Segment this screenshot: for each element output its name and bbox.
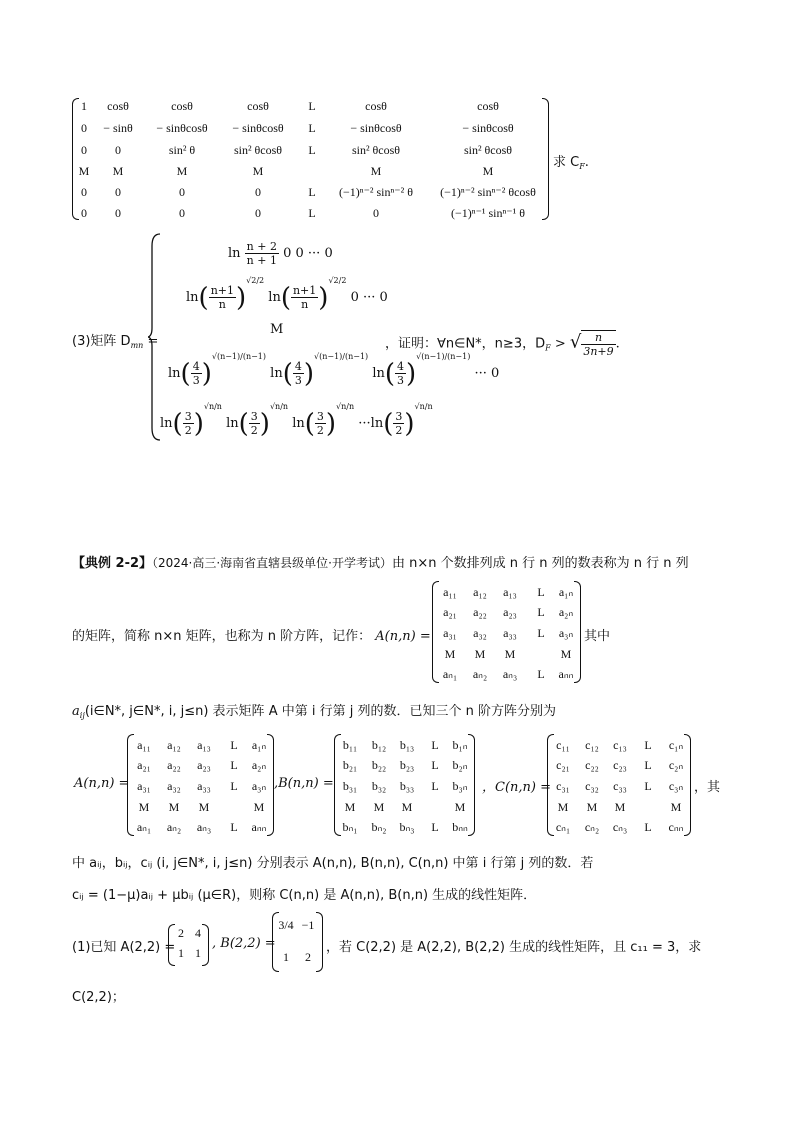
m1-cell-1-5: L <box>308 99 316 113</box>
m1-cell-3-3: sin² θ <box>168 143 196 157</box>
m1-cell-2-6: − sinθcosθ <box>350 121 402 135</box>
mB-cell-5-5: bₙₙ <box>452 820 468 834</box>
mB-cell-5-2: bₙ₂ <box>371 820 387 834</box>
m1-cell-1-6: cosθ <box>365 99 387 113</box>
mC-cell-3-1: c₃₁ <box>556 779 570 793</box>
matrixA-def-left-bracket <box>432 581 439 683</box>
mB-cell-2-1: b₂₁ <box>342 758 358 772</box>
m1-cell-5-5: L <box>308 185 316 199</box>
m1-cell-2-1: 0 <box>81 121 87 135</box>
matrix1-left-bracket <box>72 98 79 220</box>
mB-cell-4-2: M <box>373 800 385 814</box>
mC-cell-5-3: cₙ₃ <box>612 820 628 834</box>
example-header: 【典例 2-2】（2024·高三·海南省直辖县级单位·开学考试）由 n×n 个数排列成 n 行 n 列的数表称为 n 行 n 列 <box>72 556 689 571</box>
mA-cell-4-1: M <box>138 800 150 814</box>
m1-cell-6-7: (−1)ⁿ⁻¹ sinⁿ⁻¹ θ <box>451 206 525 220</box>
mA-cell-1-4: L <box>230 738 238 752</box>
m1-cell-4-7: M <box>482 164 494 178</box>
example-line5: 中 aᵢⱼ，bᵢⱼ，cᵢⱼ (i, j∈N*, i, j≤n) 分别表示 A(n,n), B(n,n), C(n,n) 中第 i 行第 j 列的数．若 <box>72 856 594 871</box>
mAdef-cell-2-1: a₂₁ <box>443 605 457 619</box>
C-label: ，C(n,n) = <box>482 780 551 795</box>
m1-cell-5-1: 0 <box>81 185 87 199</box>
mB-cell-5-3: bₙ₃ <box>399 820 415 834</box>
mA-cell-2-4: L <box>230 758 238 772</box>
m1-cell-4-3: M <box>176 164 188 178</box>
mC-cell-2-2: c₂₂ <box>585 758 599 772</box>
mC-cell-1-4: L <box>644 738 652 752</box>
m1-cell-1-2: cosθ <box>107 99 129 113</box>
mC-cell-5-5: cₙₙ <box>668 820 684 834</box>
m1-cell-1-4: cosθ <box>247 99 269 113</box>
m1-cell-4-4: M <box>252 164 264 178</box>
q1B-cell-1-1: 3/4 <box>278 918 294 932</box>
mC-cell-4-1: M <box>557 800 569 814</box>
mB-cell-3-1: b₃₁ <box>342 779 358 793</box>
q1B-cell-2-2: 2 <box>305 950 311 964</box>
matrixA-left-bracket <box>127 734 134 836</box>
mB-cell-1-4: L <box>431 738 439 752</box>
mAdef-cell-1-5: a₁ₙ <box>558 585 574 599</box>
B-label: ,B(n,n) = <box>274 776 334 791</box>
mB-cell-2-2: b₂₂ <box>371 758 387 772</box>
example-tail-qi: ，其 <box>694 780 721 795</box>
mB-cell-4-1: M <box>344 800 356 814</box>
m1-cell-2-3: − sinθcosθ <box>156 121 208 135</box>
mB-cell-4-5: M <box>454 800 466 814</box>
q1A-cell-2-1: 1 <box>178 946 184 960</box>
mAdef-cell-5-5: aₙₙ <box>558 667 574 681</box>
mAdef-cell-3-4: L <box>537 626 545 640</box>
mAdef-cell-3-2: a₃₂ <box>473 626 487 640</box>
matrixA-def-right-bracket <box>574 581 581 683</box>
m1-cell-3-4: sin² θcosθ <box>233 143 283 157</box>
mC-cell-4-3: M <box>614 800 626 814</box>
m1-cell-5-4: 0 <box>255 185 261 199</box>
A-label: A(n,n) = <box>74 776 130 791</box>
mC-cell-3-5: c₃ₙ <box>668 779 684 793</box>
mA-cell-2-3: a₂₃ <box>197 758 211 772</box>
q1B-right-bracket <box>316 912 323 972</box>
m1-cell-1-3: cosθ <box>171 99 193 113</box>
mB-cell-3-3: b₃₃ <box>399 779 415 793</box>
q1-d: C(2,2)； <box>72 990 125 1005</box>
mAdef-cell-5-2: aₙ₂ <box>472 667 488 681</box>
example-line2-tail: 其中 <box>584 629 611 644</box>
mC-cell-3-3: c₃₃ <box>613 779 627 793</box>
mAdef-cell-1-4: L <box>537 585 545 599</box>
m1-cell-3-6: sin² θcosθ <box>351 143 401 157</box>
mB-cell-2-4: L <box>431 758 439 772</box>
mA-cell-1-3: a₁₃ <box>197 738 211 752</box>
part3-label: (3)矩阵 $D_{mn}$ = <box>72 334 159 350</box>
mA-cell-1-2: a₁₂ <box>167 738 181 752</box>
mC-cell-2-1: c₂₁ <box>556 758 570 772</box>
m1-cell-2-7: − sinθcosθ <box>462 121 514 135</box>
mAdef-cell-4-2: M <box>474 647 486 661</box>
part3-row-3: M <box>270 322 284 337</box>
m1-cell-3-5: L <box>308 143 316 157</box>
m1-cell-6-1: 0 <box>81 206 87 220</box>
m1-cell-2-5: L <box>308 121 316 135</box>
mC-cell-1-2: c₁₂ <box>585 738 599 752</box>
example-line6: cᵢⱼ = (1−μ)aᵢⱼ + μbᵢⱼ (μ∈R)，则称 C(n,n) 是 A(n,n), B(n,n) 生成的线性矩阵． <box>72 888 537 903</box>
mAdef-cell-4-3: M <box>504 647 516 661</box>
mA-cell-3-5: a₃ₙ <box>251 779 267 793</box>
m1-cell-4-1: M <box>78 164 90 178</box>
m1-cell-2-2: − sinθ <box>103 121 133 135</box>
mC-cell-2-4: L <box>644 758 652 772</box>
mB-cell-3-2: b₃₂ <box>371 779 387 793</box>
mAdef-cell-2-5: a₂ₙ <box>558 605 574 619</box>
part3-proof: ，证明：∀n∈N*，n≥3，$D_F$ > √ $\frac{n}{3n+9}$ . <box>385 331 620 358</box>
mC-cell-1-3: c₁₃ <box>613 738 627 752</box>
m1-cell-6-6: 0 <box>373 206 379 220</box>
mC-cell-5-2: cₙ₂ <box>584 820 600 834</box>
m1-cell-3-2: 0 <box>115 143 121 157</box>
mAdef-cell-4-1: M <box>444 647 456 661</box>
mC-cell-2-5: c₂ₙ <box>668 758 684 772</box>
m1-cell-6-4: 0 <box>255 206 261 220</box>
mC-cell-4-5: M <box>670 800 682 814</box>
mAdef-cell-5-1: aₙ₁ <box>442 667 458 681</box>
mA-cell-5-4: L <box>230 820 238 834</box>
mB-cell-1-1: b₁₁ <box>342 738 358 752</box>
mC-cell-4-2: M <box>586 800 598 814</box>
m1-cell-3-7: sin² θcosθ <box>463 143 513 157</box>
q1A-cell-1-2: 4 <box>195 926 201 940</box>
m1-cell-2-4: − sinθcosθ <box>232 121 284 135</box>
m1-cell-3-1: 0 <box>81 143 87 157</box>
m1-cell-4-2: M <box>112 164 124 178</box>
m1-cell-4-6: M <box>370 164 382 178</box>
part3-row-5: ln( $\frac{3}{2}$ )$^{√n/n}$ ln( $\frac{3}{2}$ )$^{√n/n}$ ln( $\frac{3}{2}$ )$^{√n/n}$ ···ln( $\frac{3}{2}$ )$^{√n/n}$ <box>160 402 433 439</box>
example-line3: $a_{ij}(i\in N*$, j∈N*, i, j≤n) 表示矩阵 A 中第 i 行第 j 列的数．已知三个 n 阶方阵分别为 <box>72 704 556 720</box>
part3-row-4: ln( $\frac{4}{3}$ )$^{√(n-1)/(n-1)}$ ln( $\frac{4}{3}$ )$^{√(n-1)/(n-1)}$ ln( $\frac{4}{3}$ )$^{√(n-1)/(n-1)}$ ··· 0 <box>168 352 500 389</box>
m1-cell-6-3: 0 <box>179 206 185 220</box>
matrix1-suffix: 求 $C_F$. <box>553 155 589 171</box>
mAdef-cell-5-4: L <box>537 667 545 681</box>
mAdef-cell-5-3: aₙ₃ <box>502 667 518 681</box>
mB-cell-1-2: b₁₂ <box>371 738 387 752</box>
q1B-cell-2-1: 1 <box>283 950 289 964</box>
mAdef-cell-3-1: a₃₁ <box>443 626 457 640</box>
m1-cell-6-2: 0 <box>115 206 121 220</box>
mB-cell-2-3: b₂₃ <box>399 758 415 772</box>
mC-cell-3-4: L <box>644 779 652 793</box>
mB-cell-2-5: b₂ₙ <box>452 758 468 772</box>
mA-cell-3-2: a₃₂ <box>167 779 181 793</box>
mB-cell-3-5: b₃ₙ <box>452 779 468 793</box>
matrixB-left-bracket <box>334 734 341 836</box>
mB-cell-3-4: L <box>431 779 439 793</box>
mA-cell-5-5: aₙₙ <box>251 820 267 834</box>
mA-cell-1-5: a₁ₙ <box>251 738 267 752</box>
mB-cell-5-4: L <box>431 820 439 834</box>
mA-cell-4-3: M <box>198 800 210 814</box>
q1-b: , B(2,2) = <box>212 936 276 951</box>
matrixA-right-bracket <box>267 734 274 836</box>
m1-cell-6-5: L <box>308 206 316 220</box>
mA-cell-2-5: a₂ₙ <box>251 758 267 772</box>
mB-cell-4-3: M <box>401 800 413 814</box>
q1-a: (1)已知 A(2,2) = <box>72 940 176 955</box>
mA-cell-3-4: L <box>230 779 238 793</box>
mA-cell-5-3: aₙ₃ <box>196 820 212 834</box>
matrix1-right-bracket <box>542 98 549 220</box>
mA-cell-2-2: a₂₂ <box>167 758 181 772</box>
m1-cell-5-7: (−1)ⁿ⁻² sinⁿ⁻² θcosθ <box>440 185 536 199</box>
mB-cell-5-1: bₙ₁ <box>342 820 358 834</box>
mC-cell-1-1: c₁₁ <box>556 738 570 752</box>
mA-cell-4-2: M <box>168 800 180 814</box>
q1A-left-bracket <box>168 924 175 966</box>
mAdef-cell-2-3: a₂₃ <box>503 605 517 619</box>
mAdef-cell-4-5: M <box>560 647 572 661</box>
q1B-cell-1-2: −1 <box>301 918 315 932</box>
mC-cell-5-4: L <box>644 820 652 834</box>
mAdef-cell-1-1: a₁₁ <box>443 585 457 599</box>
matrixC-left-bracket <box>547 734 554 836</box>
mAdef-cell-1-3: a₁₃ <box>503 585 517 599</box>
mA-cell-4-5: M <box>253 800 265 814</box>
mC-cell-3-2: c₃₂ <box>585 779 599 793</box>
mB-cell-1-3: b₁₃ <box>399 738 415 752</box>
mA-cell-1-1: a₁₁ <box>137 738 151 752</box>
mAdef-cell-1-2: a₁₂ <box>473 585 487 599</box>
mC-cell-5-1: cₙ₁ <box>555 820 571 834</box>
mA-cell-3-1: a₃₁ <box>137 779 151 793</box>
mC-cell-1-5: c₁ₙ <box>668 738 684 752</box>
mA-cell-5-2: aₙ₂ <box>166 820 182 834</box>
example-line2: 的矩阵，简称 n×n 矩阵，也称为 n 阶方阵，记作： A(n,n) = <box>72 629 431 644</box>
mAdef-cell-2-2: a₂₂ <box>473 605 487 619</box>
m1-cell-1-7: cosθ <box>477 99 499 113</box>
mA-cell-5-1: aₙ₁ <box>136 820 152 834</box>
q1A-cell-2-2: 1 <box>195 946 201 960</box>
m1-cell-1-1: 1 <box>81 99 87 113</box>
m1-cell-5-6: (−1)ⁿ⁻² sinⁿ⁻² θ <box>339 185 413 199</box>
m1-cell-5-3: 0 <box>179 185 185 199</box>
q1A-cell-1-1: 2 <box>178 926 184 940</box>
matrixC-right-bracket <box>684 734 691 836</box>
mA-cell-3-3: a₃₃ <box>197 779 211 793</box>
m1-cell-5-2: 0 <box>115 185 121 199</box>
matrixB-right-bracket <box>468 734 475 836</box>
mAdef-cell-3-3: a₃₃ <box>503 626 517 640</box>
part3-row-2: ln( $\frac{n+1}{n}$ )$^{√2/2}$ ln( $\frac{n+1}{n}$ )$^{√2/2}$ 0 ··· 0 <box>186 276 388 313</box>
mA-cell-2-1: a₂₁ <box>137 758 151 772</box>
q1-c: ，若 C(2,2) 是 A(2,2), B(2,2) 生成的线性矩阵，且 c₁₁ = 3，求 <box>326 940 702 955</box>
mAdef-cell-2-4: L <box>537 605 545 619</box>
q1A-right-bracket <box>202 924 209 966</box>
mB-cell-1-5: b₁ₙ <box>452 738 468 752</box>
part3-row-1: ln $\frac{n + 2}{n + 1}$ 0 0 ··· 0 <box>228 240 333 267</box>
mC-cell-2-3: c₂₃ <box>613 758 627 772</box>
mAdef-cell-3-5: a₃ₙ <box>558 626 574 640</box>
